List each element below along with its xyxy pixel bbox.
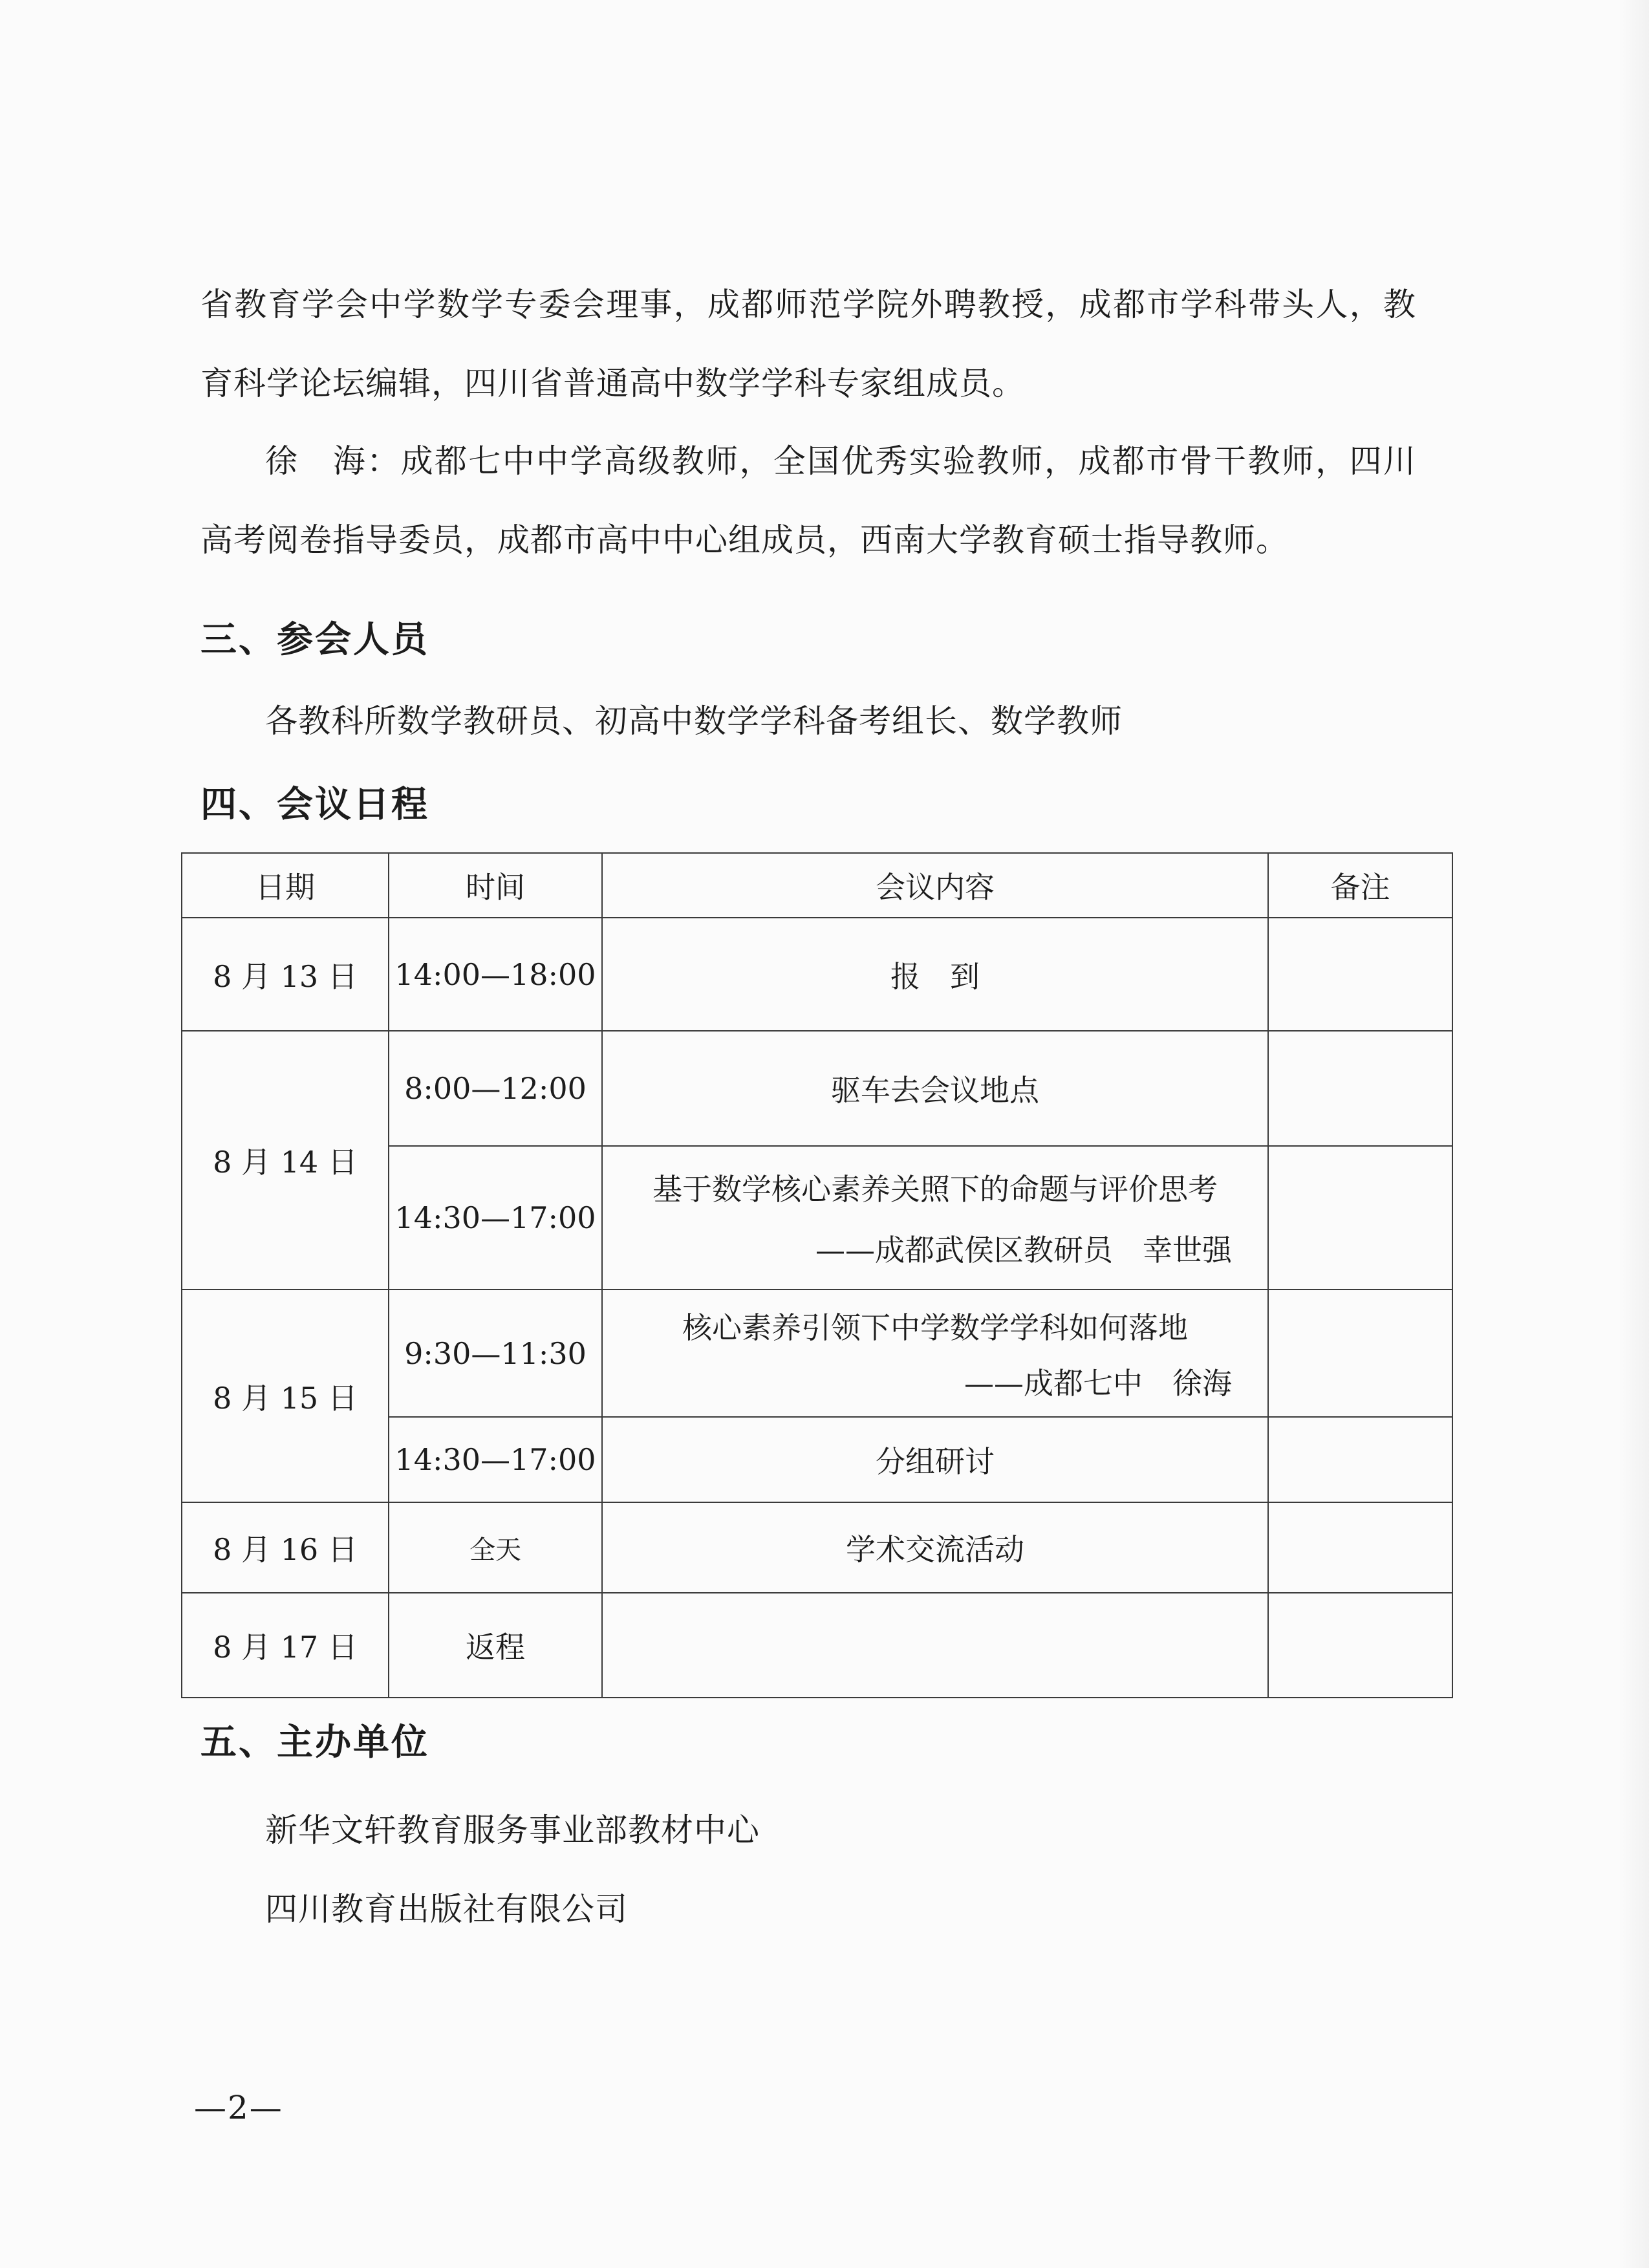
cell-date: 8 月 17 日 xyxy=(182,1593,389,1698)
cell-note xyxy=(1268,1290,1452,1417)
header-content: 会议内容 xyxy=(602,853,1268,918)
talk-title: 核心素养引领下中学数学学科如何落地 xyxy=(682,1310,1188,1345)
table-row xyxy=(182,1031,1452,1146)
cell-content xyxy=(602,1593,1268,1698)
organizer-2: 四川教育出版社有限公司 xyxy=(265,1890,628,1928)
table-row xyxy=(182,1502,1452,1593)
cell-note xyxy=(1268,1502,1452,1593)
cell-time: 14:30—17:00 xyxy=(389,1417,602,1502)
page-number: —2— xyxy=(194,2089,283,2126)
cell-note xyxy=(1268,1146,1452,1290)
cell-time: 8:00—12:00 xyxy=(389,1031,602,1146)
cell-note xyxy=(1268,918,1452,1031)
header-note: 备注 xyxy=(1268,853,1452,918)
cell-note xyxy=(1268,1417,1452,1502)
cell-content: 报 到 xyxy=(602,918,1268,1031)
cell-content: 驱车去会议地点 xyxy=(602,1031,1268,1146)
cell-time: 14:30—17:00 xyxy=(389,1146,602,1290)
section-3-heading: 三、参会人员 xyxy=(200,619,429,661)
cell-time: 9:30—11:30 xyxy=(389,1290,602,1417)
bio-paragraph-xu-hai: 徐 海：成都七中中学高级教师，全国优秀实验教师，成都市骨干教师，四川高考阅卷指导委员，成都市高中中心组成员，西南大学教育硕士指导教师。 xyxy=(200,442,1416,559)
organizer-1: 新华文轩教育服务事业部教材中心 xyxy=(265,1811,760,1849)
schedule-table xyxy=(181,852,1453,1698)
schedule-header-row xyxy=(182,853,1452,918)
table-row xyxy=(182,1593,1452,1698)
header-date: 日期 xyxy=(182,853,389,918)
cell-time: 14:00—18:00 xyxy=(389,918,602,1031)
cell-note xyxy=(1268,1031,1452,1146)
cell-time: 全天 xyxy=(389,1502,602,1593)
cell-date: 8 月 16 日 xyxy=(182,1502,389,1593)
cell-content: 分组研讨 xyxy=(602,1417,1268,1502)
cell-note xyxy=(1268,1593,1452,1698)
cell-content xyxy=(602,1290,1268,1417)
cell-date: 8 月 13 日 xyxy=(182,918,389,1031)
table-row xyxy=(182,1290,1452,1417)
talk-title: 基于数学核心素养关照下的命题与评价思考 xyxy=(652,1172,1218,1207)
cell-time: 返程 xyxy=(389,1593,602,1698)
cell-date: 8 月 14 日 xyxy=(182,1031,389,1290)
scan-edge-shadow xyxy=(1618,0,1649,2268)
table-row xyxy=(182,918,1452,1031)
section-3-body: 各教科所数学教研员、初高中数学学科备考组长、数学教师 xyxy=(265,702,1123,740)
section-4-heading: 四、会议日程 xyxy=(200,784,429,826)
talk-speaker: ——成都七中 徐海 xyxy=(964,1365,1232,1401)
bio-paragraph-continued: 省教育学会中学数学专委会理事，成都师范学院外聘教授，成都市学科带头人，教育科学论坛编辑，四川省普通高中数学学科专家组成员。 xyxy=(200,286,1416,402)
cell-date: 8 月 15 日 xyxy=(182,1290,389,1502)
cell-content xyxy=(602,1146,1268,1290)
header-time: 时间 xyxy=(389,853,602,918)
talk-speaker: ——成都武侯区教研员 幸世强 xyxy=(815,1233,1232,1268)
section-5-heading: 五、主办单位 xyxy=(200,1722,429,1764)
cell-content: 学术交流活动 xyxy=(602,1502,1268,1593)
